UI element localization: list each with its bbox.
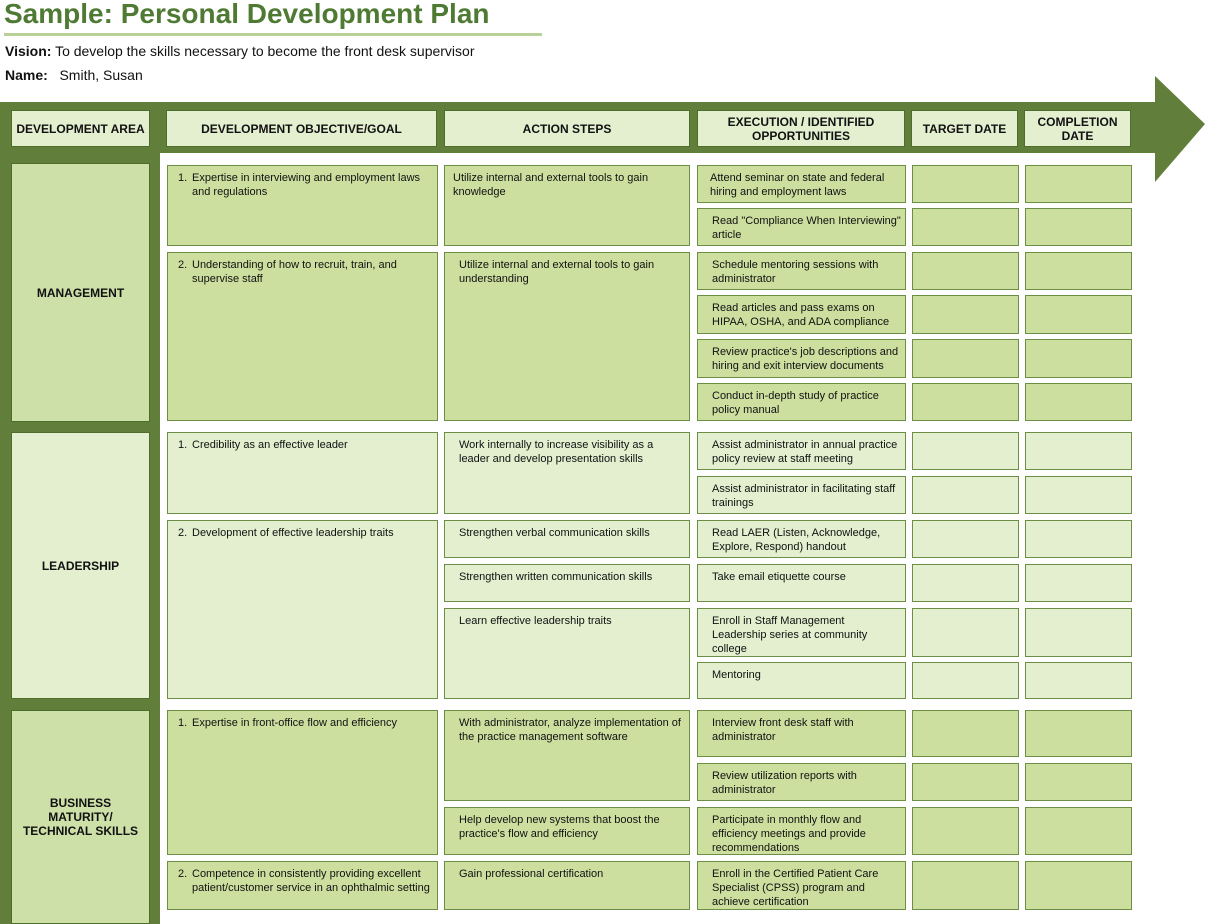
target-date-cell[interactable]: [912, 807, 1019, 855]
completion-date-cell[interactable]: [1025, 383, 1132, 421]
completion-date-cell[interactable]: [1025, 432, 1132, 470]
target-date-cell[interactable]: [912, 564, 1019, 602]
business-action-1: With administrator, analyze implementation of the practice management software: [444, 710, 690, 801]
leadership-action-1: Work internally to increase visibility as a leader and develop presentation skills: [444, 432, 690, 514]
name-text: Smith, Susan: [59, 67, 143, 83]
leadership-exec-1: Assist administrator in annual practice policy review at staff meeting: [697, 432, 906, 470]
area-management: MANAGEMENT: [11, 163, 150, 422]
area-leadership: LEADERSHIP: [11, 432, 150, 699]
management-exec-1: Attend seminar on state and federal hiring and employment laws: [697, 165, 906, 203]
target-date-cell[interactable]: [912, 165, 1019, 203]
completion-date-cell[interactable]: [1025, 564, 1132, 602]
leadership-action-3: Strengthen written communication skills: [444, 564, 690, 602]
goal-text: Expertise in front-office flow and efficiency: [192, 717, 398, 729]
goal-number: 1.: [178, 439, 188, 451]
target-date-cell[interactable]: [912, 520, 1019, 558]
vision-label: Vision:: [5, 43, 52, 59]
leadership-goal-1: [167, 432, 438, 514]
header-target-date: TARGET DATE: [911, 110, 1018, 147]
completion-date-cell[interactable]: [1025, 807, 1132, 855]
business-exec-2: Review utilization reports with administrator: [697, 763, 906, 801]
completion-date-cell[interactable]: [1025, 252, 1132, 290]
completion-date-cell[interactable]: [1025, 710, 1132, 757]
business-exec-1: Interview front desk staff with administrator: [697, 710, 906, 757]
leadership-goal-2: [167, 520, 438, 699]
leadership-exec-4: Take email etiquette course: [697, 564, 906, 602]
completion-date-cell[interactable]: [1025, 608, 1132, 657]
business-exec-3: Participate in monthly flow and efficiency meetings and provide recommendations: [697, 807, 906, 855]
header-completion-date: COMPLETION DATE: [1024, 110, 1131, 147]
completion-date-cell[interactable]: [1025, 662, 1132, 699]
leadership-action-2: Strengthen verbal communication skills: [444, 520, 690, 558]
goal-text: Credibility as an effective leader: [192, 439, 348, 451]
target-date-cell[interactable]: [912, 252, 1019, 290]
management-exec-4: Read articles and pass exams on HIPAA, OSHA, and ADA compliance: [697, 295, 906, 334]
leadership-exec-5: Enroll in Staff Management Leadership series at community college: [697, 608, 906, 657]
management-exec-2: Read "Compliance When Interviewing" article: [697, 208, 906, 246]
goal-number: 1.: [178, 172, 188, 184]
target-date-cell[interactable]: [912, 861, 1019, 910]
target-date-cell[interactable]: [912, 432, 1019, 470]
target-date-cell[interactable]: [912, 208, 1019, 246]
management-goal-2: [167, 252, 438, 421]
management-exec-6: Conduct in-depth study of practice policy manual: [697, 383, 906, 421]
header-execution: EXECUTION / IDENTIFIED OPPORTUNITIES: [697, 110, 905, 147]
goal-number: 2.: [178, 259, 188, 271]
completion-date-cell[interactable]: [1025, 165, 1132, 203]
leadership-exec-3: Read LAER (Listen, Acknowledge, Explore, Respond) handout: [697, 520, 906, 558]
completion-date-cell[interactable]: [1025, 339, 1132, 378]
completion-date-cell[interactable]: [1025, 520, 1132, 558]
goal-text: Understanding of how to recruit, train, and supervise staff: [192, 259, 397, 285]
title-underline: [4, 33, 542, 36]
completion-date-cell[interactable]: [1025, 208, 1132, 246]
business-exec-4: Enroll in the Certified Patient Care Specialist (CPSS) program and achieve certification: [697, 861, 906, 910]
header-development-goal: DEVELOPMENT OBJECTIVE/GOAL: [166, 110, 437, 147]
management-action-1: Utilize internal and external tools to gain knowledge: [444, 165, 690, 246]
management-exec-3: Schedule mentoring sessions with administrator: [697, 252, 906, 290]
target-date-cell[interactable]: [912, 339, 1019, 378]
completion-date-cell[interactable]: [1025, 861, 1132, 910]
management-action-2: Utilize internal and external tools to gain understanding: [444, 252, 690, 421]
area-business-maturity: BUSINESS MATURITY/ TECHNICAL SKILLS: [11, 710, 150, 924]
target-date-cell[interactable]: [912, 608, 1019, 657]
goal-number: 2.: [178, 527, 188, 539]
goal-text: Competence in consistently providing excellent patient/customer service in an ophthalmic setting: [192, 868, 430, 894]
completion-date-cell[interactable]: [1025, 763, 1132, 801]
vision-line: [5, 43, 475, 59]
goal-text: Expertise in interviewing and employment laws and regulations: [192, 172, 421, 198]
name-label: Name:: [5, 67, 48, 83]
completion-date-cell[interactable]: [1025, 295, 1132, 334]
target-date-cell[interactable]: [912, 763, 1019, 801]
goal-number: 1.: [178, 717, 188, 729]
goal-text: Development of effective leadership traits: [192, 527, 394, 539]
target-date-cell[interactable]: [912, 476, 1019, 514]
leadership-exec-6: Mentoring: [697, 662, 906, 699]
business-goal-2: [167, 861, 438, 910]
target-date-cell[interactable]: [912, 383, 1019, 421]
management-exec-5: Review practice's job descriptions and hiring and exit interview documents: [697, 339, 906, 378]
leadership-exec-2: Assist administrator in facilitating staff trainings: [697, 476, 906, 514]
goal-number: 2.: [178, 868, 188, 880]
business-action-3: Gain professional certification: [444, 861, 690, 910]
management-goal-1: [167, 165, 438, 246]
business-goal-1: [167, 710, 438, 855]
target-date-cell[interactable]: [912, 710, 1019, 757]
vision-text: To develop the skills necessary to become the front desk supervisor: [55, 43, 475, 59]
header-action-steps: ACTION STEPS: [444, 110, 690, 147]
target-date-cell[interactable]: [912, 295, 1019, 334]
completion-date-cell[interactable]: [1025, 476, 1132, 514]
leadership-action-4: Learn effective leadership traits: [444, 608, 690, 699]
page-title: Sample: Personal Development Plan: [4, 0, 490, 29]
target-date-cell[interactable]: [912, 662, 1019, 699]
business-action-2: Help develop new systems that boost the practice's flow and efficiency: [444, 807, 690, 855]
header-development-area: DEVELOPMENT AREA: [11, 110, 150, 147]
